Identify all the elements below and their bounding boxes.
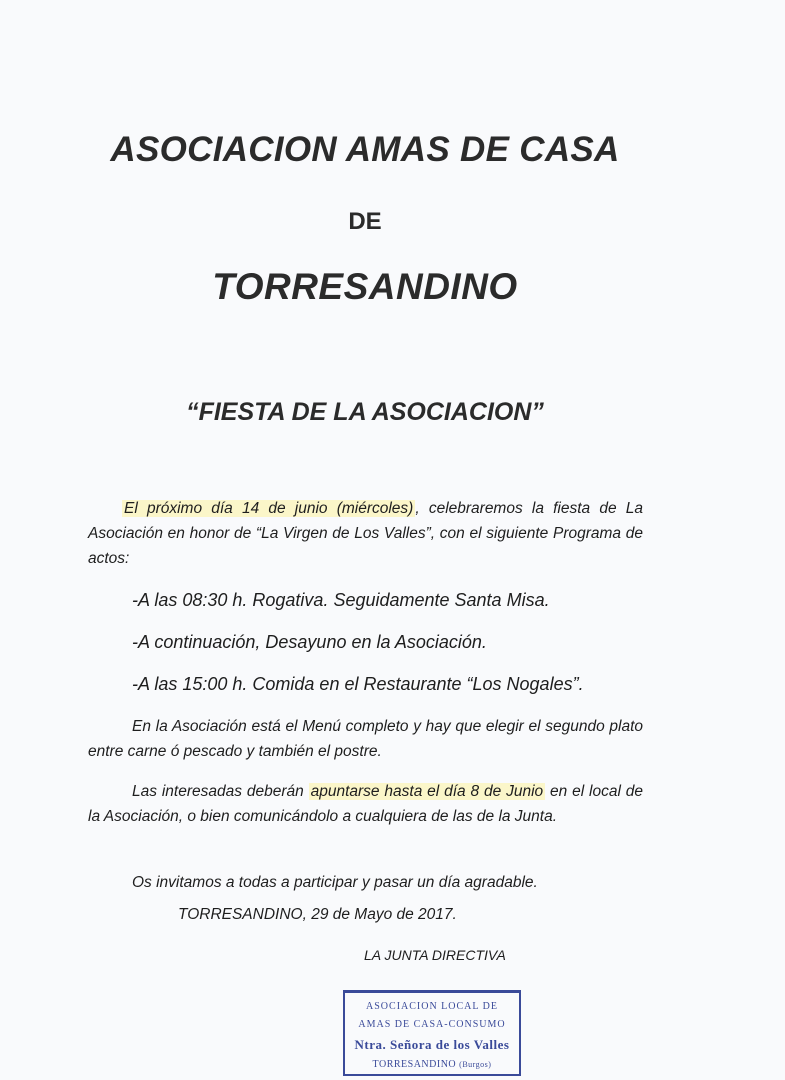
schedule-item: -A continuación, Desayuno en la Asociación.	[132, 632, 487, 652]
stamp-province: (Burgos)	[459, 1060, 492, 1069]
schedule-item: -A las 15:00 h. Comida en el Restaurante “Los Nogales”.	[132, 674, 584, 694]
stamp-line: ASOCIACION LOCAL DE	[366, 1001, 498, 1012]
signup-paragraph	[88, 779, 643, 829]
event-date-highlight: El próximo día 14 de junio (miércoles)	[124, 500, 414, 517]
intro-paragraph	[88, 496, 643, 571]
title-association: ASOCIACION AMAS DE CASA	[110, 130, 620, 169]
stamp-line	[345, 1059, 519, 1070]
signup-before: Las interesadas deberán	[132, 783, 309, 800]
invitation-line: Os invitamos a todas a participar y pasar un día agradable.	[132, 874, 538, 891]
menu-paragraph: En la Asociación está el Menú completo y hay que elegir el segundo plato entre carne ó pescado y también el postre.	[88, 718, 643, 760]
stamp-town: TORRESANDINO	[372, 1059, 457, 1070]
signup-after: en el local de la Asociación, o bien comunicándolo a cualquiera de las de la Junta.	[88, 783, 643, 825]
date-line: TORRESANDINO, 29 de Mayo de 2017.	[178, 906, 457, 923]
signup-deadline-highlight: apuntarse hasta el día 8 de Junio	[310, 783, 544, 800]
title-town: TORRESANDINO	[212, 266, 518, 307]
event-title: “FIESTA DE LA ASOCIACION”	[186, 398, 544, 426]
stamp-line: Ntra. Señora de los Valles	[354, 1037, 510, 1052]
stamp-line: AMAS DE CASA-CONSUMO	[358, 1019, 506, 1030]
schedule-item: -A las 08:30 h. Rogativa. Seguidamente Santa Misa.	[132, 590, 550, 610]
signature: LA JUNTA DIRECTIVA	[364, 947, 506, 963]
intro-rest: , celebraremos la fiesta de La Asociación en honor de “La Virgen de Los Valles”, con el siguiente Programa de actos:	[88, 500, 643, 567]
title-de: DE	[348, 208, 382, 235]
association-stamp	[343, 990, 521, 1076]
